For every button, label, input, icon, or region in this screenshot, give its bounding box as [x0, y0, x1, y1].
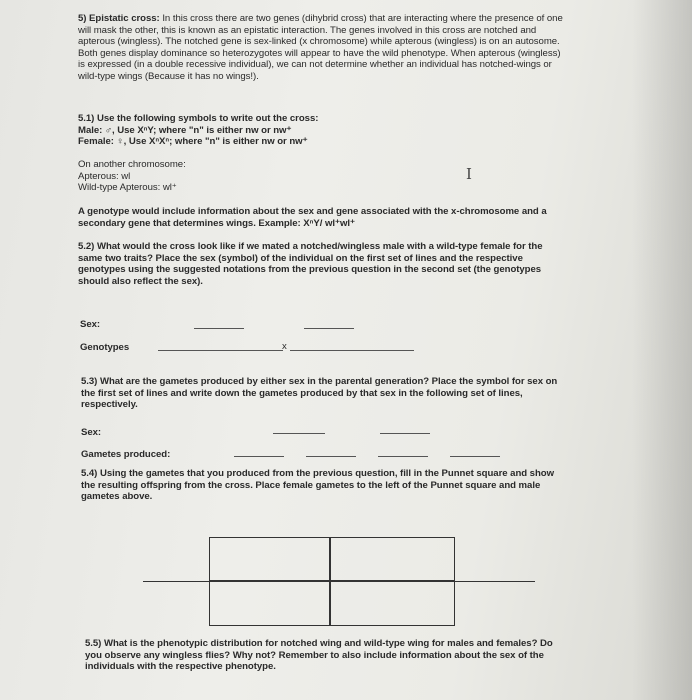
q51-block	[78, 113, 558, 148]
q51-male: Male: ♂, Use XⁿY; where "n" is either nw or nw⁺	[78, 124, 292, 136]
sex-label-2: Sex:	[81, 427, 102, 438]
chromosome-heading: On another chromosome:	[78, 159, 186, 170]
punnett-cell-top-right[interactable]	[329, 537, 455, 582]
gamete-line-2[interactable]	[306, 456, 356, 457]
q51-female: Female: ♀, Use XⁿXⁿ; where "n" is either nw or nw⁺	[78, 136, 308, 148]
gamete-line-3[interactable]	[378, 456, 428, 457]
cross-symbol: x	[282, 341, 287, 352]
chromosome-block	[78, 159, 378, 194]
sex-line-parent-2[interactable]	[380, 433, 430, 434]
genotypes-label: Genotypes	[80, 342, 130, 353]
punnett-cell-bottom-right[interactable]	[329, 580, 455, 626]
punnett-right-axis-line	[453, 581, 535, 582]
genotype-note: A genotype would include information about the sex and gene associated with the x-chromosome and a secondary gene that determines wings. Example: XⁿY/ wl⁺wl⁺	[78, 206, 547, 229]
genotype-line-1[interactable]	[158, 350, 283, 351]
gamete-line-1[interactable]	[234, 456, 284, 457]
wild-type-apterous-symbol: Wild-type Apterous: wl⁺	[78, 182, 177, 194]
sex-line-female[interactable]	[304, 328, 354, 329]
genotype-line-2[interactable]	[290, 350, 414, 351]
q55-prompt: 5.5) What is the phenotypic distribution for notched wing and wild-type wing for males and females? Do you observe any wingless flies? Why not? Remember to also include information about the sex of the individuals with the respective phenotype.	[85, 638, 553, 673]
page-shadow	[632, 0, 692, 700]
apterous-symbol: Apterous: wl	[78, 170, 131, 182]
punnett-left-axis-line	[143, 581, 211, 582]
text-cursor-icon: I	[466, 165, 472, 183]
q5-text: In this cross there are two genes (dihybrid cross) that are interacting where the presence of one will mask the other, this is known as an epistatic interaction. The genes involved in this cross are notched and apterous (wingless). The notched gene is sex-linked (x chromosome) while apterous (wingless) is on an autosome. Both genes display dominance so heterozygotes will appear to have the wild phenotype. When apterous (wingless) is expressed (in a double recessive individual), we can not determine whether an individual has notched-wings or wild-type wings (Because it has no wings!).	[78, 13, 563, 82]
sex-label-1: Sex:	[80, 319, 101, 330]
punnett-cell-top-left[interactable]	[209, 537, 331, 582]
q5-title: 5) Epistatic cross:	[78, 13, 160, 24]
q54-prompt: 5.4) Using the gametes that you produced from the previous question, fill in the Punnet square and show the resulting offspring from the cross. Place female gametes to the left of the Punnet square and male gametes above.	[81, 468, 554, 503]
q5-paragraph	[78, 13, 568, 83]
q53-prompt: 5.3) What are the gametes produced by either sex in the parental generation? Place the symbol for sex on the first set of lines and write down the gametes produced by that sex in the following set of lines, respectively.	[81, 376, 558, 411]
sex-line-parent-1[interactable]	[273, 433, 325, 434]
sex-line-male[interactable]	[194, 328, 244, 329]
gametes-label: Gametes produced:	[81, 449, 171, 460]
gamete-line-4[interactable]	[450, 456, 500, 457]
q51-prompt: 5.1) Use the following symbols to write out the cross:	[78, 113, 319, 124]
q52-prompt: 5.2) What would the cross look like if we mated a notched/wingless male with a wild-type female for the same two traits? Place the sex (symbol) of the individual on the first set of lines and the respective genotypes using the suggested notations from the previous question in the second set (the genotypes should also reflect the sex).	[78, 241, 543, 287]
punnett-cell-bottom-left[interactable]	[209, 580, 331, 626]
